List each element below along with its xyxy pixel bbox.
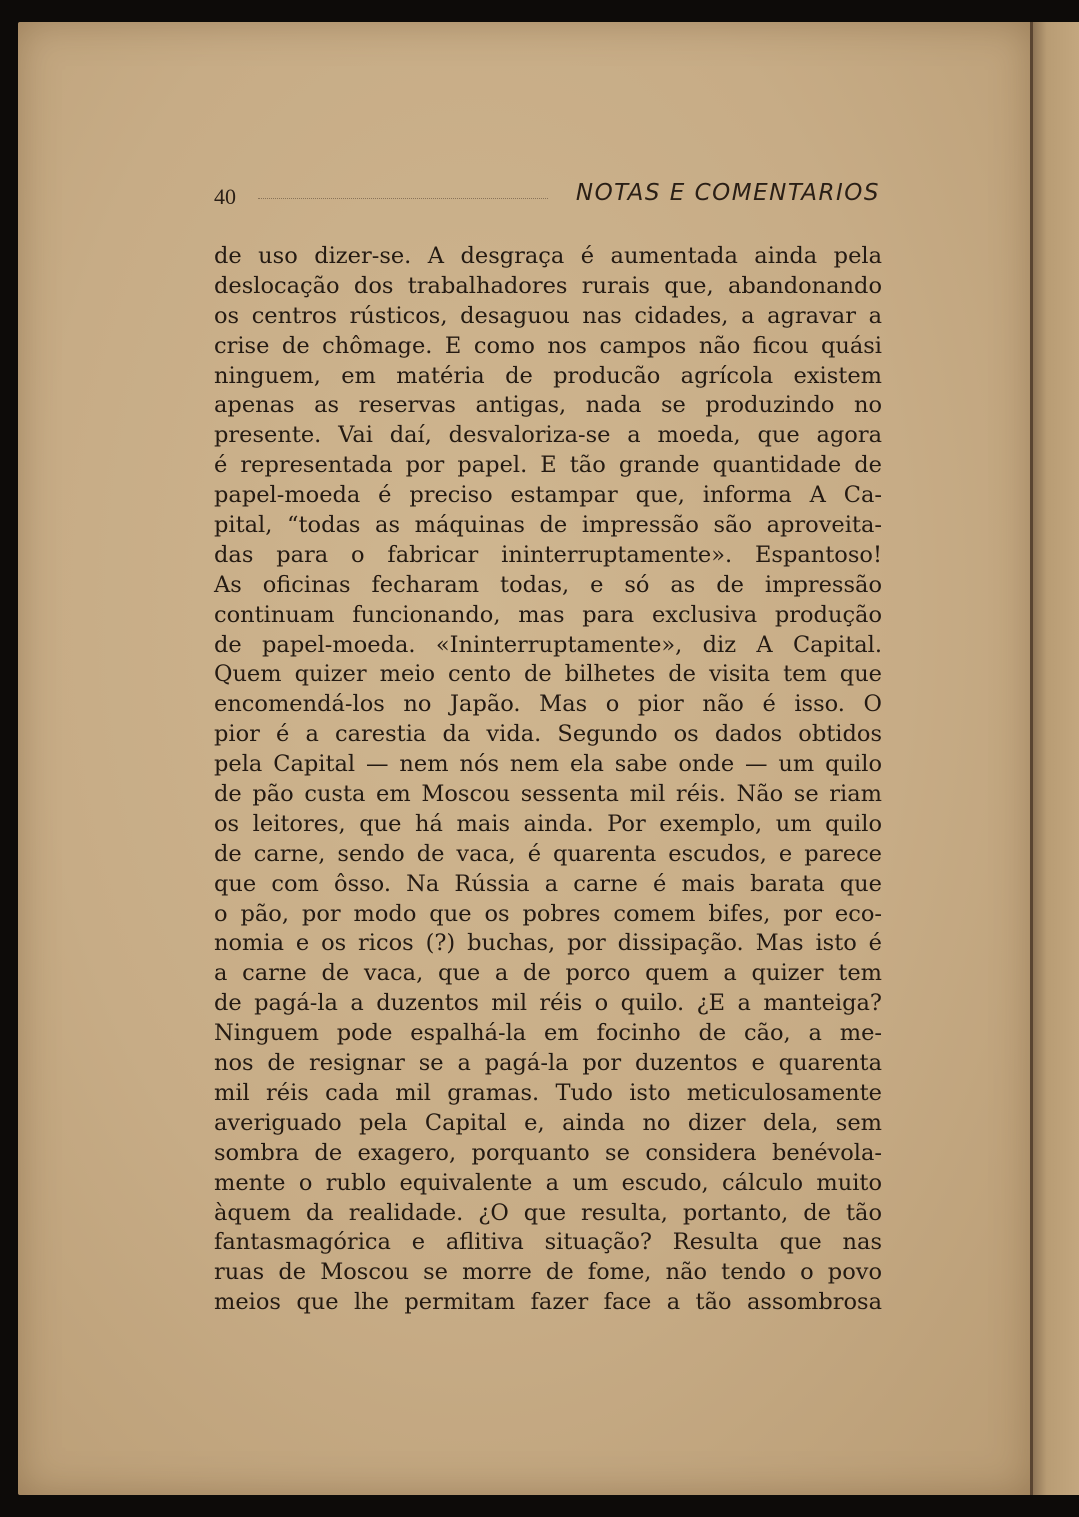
text-line: meios que lhe permitam fazer face a tão assombrosa xyxy=(214,1289,882,1316)
text-line: Ninguem pode espalhá-la em focinho de cão, a me- xyxy=(214,1020,882,1047)
header-rule xyxy=(258,198,548,199)
running-head: NOTAS E COMENTARIOS xyxy=(575,180,880,206)
text-line: é representada por papel. E tão grande quantidade de xyxy=(214,452,882,479)
text-line: o pão, por modo que os pobres comem bifes, por eco- xyxy=(214,900,882,927)
facing-page-edge xyxy=(1033,22,1079,1495)
text-line: àquem da realidade. ¿O que resulta, portanto, de tão xyxy=(214,1199,882,1226)
text-line: que com ôsso. Na Rússia a carne é mais barata que xyxy=(214,870,882,897)
text-line: ninguem, em matéria de producão agrícola existem xyxy=(214,362,882,389)
text-line: crise de chômage. E como nos campos não ficou quási xyxy=(214,332,882,359)
text-line: pital, “todas as máquinas de impressão são aproveita- xyxy=(214,512,882,539)
text-line: encomendá-los no Japão. Mas o pior não é isso. O xyxy=(214,691,882,718)
text-line: presente. Vai daí, desvaloriza-se a moeda, que agora xyxy=(214,422,882,449)
text-line: pior é a carestia da vida. Segundo os dados obtidos xyxy=(214,721,882,748)
body-text xyxy=(214,242,882,1318)
text-line: ruas de Moscou se morre de fome, não tendo o povo xyxy=(214,1259,882,1286)
text-line: de pagá-la a duzentos mil réis o quilo. ¿E a manteiga? xyxy=(214,990,882,1017)
text-line: de carne, sendo de vaca, é quarenta escudos, e parece xyxy=(214,840,882,867)
text-line: apenas as reservas antigas, nada se produzindo no xyxy=(214,392,882,419)
text-line: os leitores, que há mais ainda. Por exemplo, um quilo xyxy=(214,810,882,837)
text-line: de pão custa em Moscou sessenta mil réis. Não se riam xyxy=(214,781,882,808)
text-line: de papel-moeda. «Ininterruptamente», diz A Capital. xyxy=(214,631,882,658)
text-line: papel-moeda é preciso estampar que, informa A Ca- xyxy=(214,482,882,509)
page-header xyxy=(214,178,880,214)
text-line: de uso dizer-se. A desgraça é aumentada ainda pela xyxy=(214,243,882,269)
text-line: mil réis cada mil gramas. Tudo isto meticulosamente xyxy=(214,1079,882,1106)
text-line: nomia e os ricos (?) buchas, por dissipação. Mas isto é xyxy=(214,930,882,957)
text-line: mente o rublo equivalente a um escudo, cálculo muito xyxy=(214,1169,882,1196)
text-line: das para o fabricar ininterruptamente». Espantoso! xyxy=(214,541,882,568)
text-line: pela Capital — nem nós nem ela sabe onde — um quilo xyxy=(214,751,882,778)
text-line: Quem quizer meio cento de bilhetes de visita tem que xyxy=(214,661,882,688)
text-line: a carne de vaca, que a de porco quem a quizer tem xyxy=(214,960,882,987)
text-line: deslocação dos trabalhadores rurais que, abandonando xyxy=(214,272,882,299)
text-line: sombra de exagero, porquanto se considera benévola- xyxy=(214,1139,882,1166)
text-line: averiguado pela Capital e, ainda no dizer dela, sem xyxy=(214,1109,882,1136)
text-line: continuam funcionando, mas para exclusiva produção xyxy=(214,601,882,628)
text-line: os centros rústicos, desaguou nas cidades, a agravar a xyxy=(214,302,882,329)
page-number: 40 xyxy=(214,184,236,209)
text-line: fantasmagórica e aflitiva situação? Resulta que nas xyxy=(214,1229,882,1256)
text-line: As oficinas fecharam todas, e só as de impressão xyxy=(214,571,882,598)
text-line: nos de resignar se a pagá-la por duzentos e quarenta xyxy=(214,1050,882,1077)
